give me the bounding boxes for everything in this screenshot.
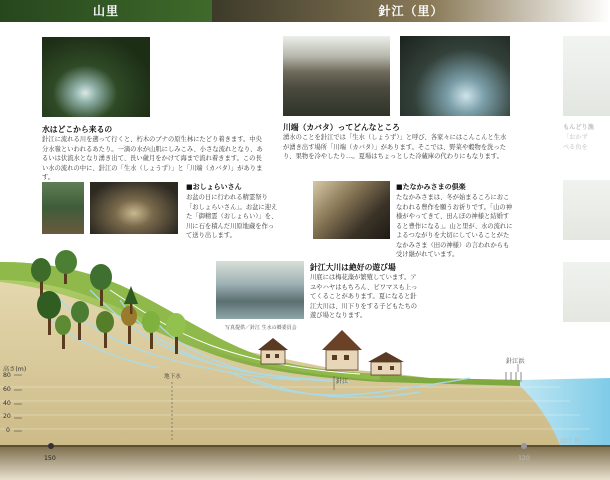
photo-oshorai-kids bbox=[42, 182, 84, 234]
photo-kabata-house bbox=[283, 36, 390, 116]
distance-dot-150 bbox=[48, 443, 54, 449]
faded-text-2: 「おかず bbox=[563, 134, 588, 141]
house-2 bbox=[322, 330, 362, 370]
water-source-body: 針江に流れる川を遡って行くと、朽木のブナの原生林にたどり着きます。中央分水嶺といわれるあたり。一滴の水が山肌にしみこみ、小さな流れとなり、あるいは伏流水となり湧き出て、長い歳月をかけて海まで流れ着きます。この長い水の流れの中に、針江の「生水（しょうず）」と「川端（カバタ）」があります。 bbox=[42, 136, 263, 181]
tanakami-body: たなかみさまは、冬が始まるころにおこなわれる豊作を願うお祈りです。「山の神様がやってきて、田んぼの神様と結婚すると豊作になる」。山と里が、水の流れによるつながりを大切にしていることがたなかみさま（田の神様）の言われからも受け継がれています。 bbox=[396, 194, 513, 258]
photo-credit: 写真提供／針江 生水の郷委員会 bbox=[225, 325, 297, 331]
header-yamazato: 山里 bbox=[0, 0, 212, 22]
underground-water-label: 地下水 bbox=[164, 374, 181, 380]
photo-kabata-water bbox=[400, 36, 510, 116]
harbor-label: 針江浜 bbox=[506, 358, 525, 365]
faded-photo-mid bbox=[563, 180, 610, 240]
house-3 bbox=[368, 352, 404, 375]
oshorai-title: ■おしょらいさん bbox=[186, 183, 242, 191]
distance-tick-150: 150 bbox=[44, 455, 56, 462]
photo-waterfall bbox=[42, 37, 150, 117]
faded-photo-top bbox=[563, 36, 610, 116]
kabata-title: 川端（カバタ）ってどんなところ bbox=[283, 123, 400, 132]
lake-label: 湖岸 籾 bbox=[560, 438, 581, 445]
height-tick-60: 60 bbox=[3, 386, 11, 393]
faded-text-1: もんどり漁 bbox=[563, 124, 594, 131]
tanakami-title: ■たなかみさまの倶楽 bbox=[396, 183, 466, 191]
village-label: 針江 bbox=[336, 378, 349, 385]
distance-dot-120 bbox=[521, 443, 527, 449]
photo-tanakami bbox=[313, 181, 390, 239]
height-axis-label: 高さ(m) bbox=[3, 366, 27, 373]
faded-text-3: べる魚を bbox=[563, 144, 588, 151]
oshorai-body: お盆の日に行われる精霊祭り「おしょらいさん」。お盆に迎えた「御精霊（おしょらい）」を、川に石を積んだ川原地蔵を作って送り出します。 bbox=[186, 194, 278, 239]
height-tick-0: 0 bbox=[6, 427, 10, 434]
distance-band bbox=[0, 445, 610, 480]
play-title: 針江大川は絶好の遊び場 bbox=[310, 263, 396, 272]
distance-tick-120: 120 bbox=[518, 455, 530, 462]
height-tick-80: 80 bbox=[3, 372, 11, 379]
play-body: 川底には梅花藻が繁殖しています。アユやハヤはもちろん、ビワマスも上ってくることがあります。夏になると針江大川は、川下りをする子どもたちの遊び場となります。 bbox=[310, 274, 418, 319]
photo-river-play bbox=[216, 261, 304, 319]
faded-photo-low bbox=[563, 262, 610, 322]
water-source-title: 水はどこから来るの bbox=[42, 125, 113, 134]
photo-oshorai-stones bbox=[90, 182, 178, 234]
height-tick-40: 40 bbox=[3, 400, 11, 407]
header-harie: 針江（里） bbox=[212, 0, 610, 22]
height-tick-20: 20 bbox=[3, 413, 11, 420]
kabata-body: 湧水のことを針江では「生水（しょうず）」と呼び、各家々にはこんこんと生水が湧き出す場所「川端（カバタ）」があります。そこでは、野菜や穀物を洗ったり、果物を冷やしたり…。夏場はちょっとした冷蔵庫の代わりにもなります。 bbox=[283, 134, 507, 160]
house-1 bbox=[258, 338, 288, 364]
